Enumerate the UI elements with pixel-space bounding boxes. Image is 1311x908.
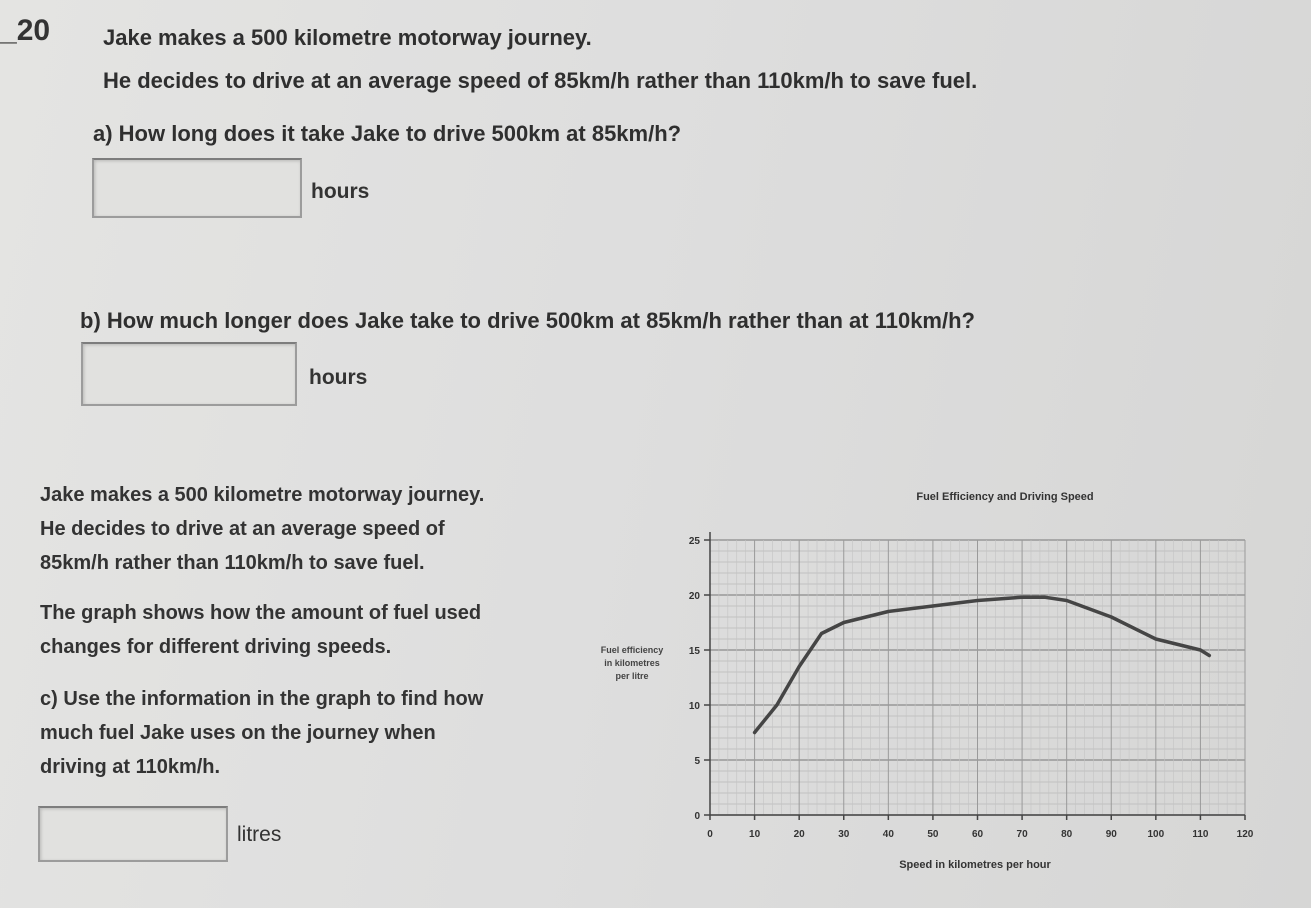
chart-y-tick-label: 20 bbox=[688, 591, 700, 602]
chart-y-axis-label-line: Fuel efficiency bbox=[600, 645, 664, 655]
chart-x-tick-label: 20 bbox=[793, 829, 805, 840]
lower-text-line-6: c) Use the information in the graph to find how bbox=[40, 688, 484, 710]
chart-x-tick-label: 60 bbox=[971, 829, 984, 840]
chart-y-axis-label-line: per litre bbox=[615, 671, 649, 681]
lower-text-line-1: Jake makes a 500 kilometre motorway journey. bbox=[40, 484, 485, 506]
chart-y-tick-label: 15 bbox=[688, 646, 700, 657]
part-a-question: a) How long does it take Jake to drive 500km at 85km/h? bbox=[93, 121, 682, 146]
chart-x-tick-label: 90 bbox=[1105, 829, 1117, 840]
chart-y-ticks bbox=[689, 536, 710, 822]
chart-grid bbox=[710, 540, 1245, 815]
fuel-efficiency-chart bbox=[560, 470, 1300, 890]
chart-x-tick-label: 40 bbox=[882, 829, 894, 840]
chart-x-tick-label: 10 bbox=[749, 829, 761, 840]
chart-y-tick-label: 5 bbox=[694, 756, 700, 767]
chart-x-tick-label: 100 bbox=[1147, 829, 1165, 840]
chart-y-tick-label: 0 bbox=[694, 811, 700, 822]
chart-x-axis-label: Speed in kilometres per hour bbox=[899, 859, 1051, 871]
chart-x-tick-label: 50 bbox=[927, 829, 939, 840]
part-c-answer-box[interactable] bbox=[38, 806, 228, 862]
chart-series-line bbox=[755, 597, 1210, 732]
chart-x-tick-label: 70 bbox=[1016, 829, 1028, 840]
chart-title: Fuel Efficiency and Driving Speed bbox=[916, 491, 1094, 503]
chart-y-axis-label-line: in kilometres bbox=[604, 658, 660, 668]
question-number bbox=[0, 14, 50, 48]
chart-y-tick-label: 10 bbox=[688, 701, 700, 712]
chart-x-tick-label: 110 bbox=[1192, 829, 1209, 840]
question-number-value: 20 bbox=[16, 14, 51, 47]
lower-text-line-5: changes for different driving speeds. bbox=[40, 636, 392, 658]
part-c-unit: litres bbox=[237, 823, 282, 846]
intro-line-1: Jake makes a 500 kilometre motorway journey. bbox=[103, 25, 592, 50]
question-number-dash: _ bbox=[0, 14, 17, 47]
part-a-answer-box[interactable] bbox=[92, 158, 302, 218]
part-b-answer-box[interactable] bbox=[81, 342, 297, 406]
chart-series bbox=[754, 597, 1209, 733]
lower-text-line-8: driving at 110km/h. bbox=[40, 756, 221, 778]
chart-x-tick-label: 30 bbox=[838, 829, 850, 840]
lower-text-line-2: He decides to drive at an average speed of bbox=[40, 518, 445, 540]
intro-line-2: He decides to drive at an average speed of 85km/h rather than 110km/h to save fuel. bbox=[103, 68, 978, 93]
lower-text-line-4: The graph shows how the amount of fuel used bbox=[40, 602, 482, 624]
chart-x-tick-label: 0 bbox=[707, 829, 713, 840]
lower-text-line-3: 85km/h rather than 110km/h to save fuel. bbox=[40, 552, 425, 574]
chart-y-tick-label: 25 bbox=[688, 536, 700, 547]
chart-x-tick-label: 80 bbox=[1061, 829, 1073, 840]
chart-x-ticks bbox=[707, 815, 1254, 840]
lower-text-line-7: much fuel Jake uses on the journey when bbox=[40, 722, 436, 744]
part-b-question: b) How much longer does Jake take to drive 500km at 85km/h rather than at 110km/h? bbox=[80, 308, 975, 333]
part-b-unit: hours bbox=[309, 366, 368, 389]
chart-y-axis-label bbox=[601, 645, 664, 681]
chart-x-tick-label: 120 bbox=[1236, 829, 1254, 840]
part-a-unit: hours bbox=[311, 180, 370, 203]
